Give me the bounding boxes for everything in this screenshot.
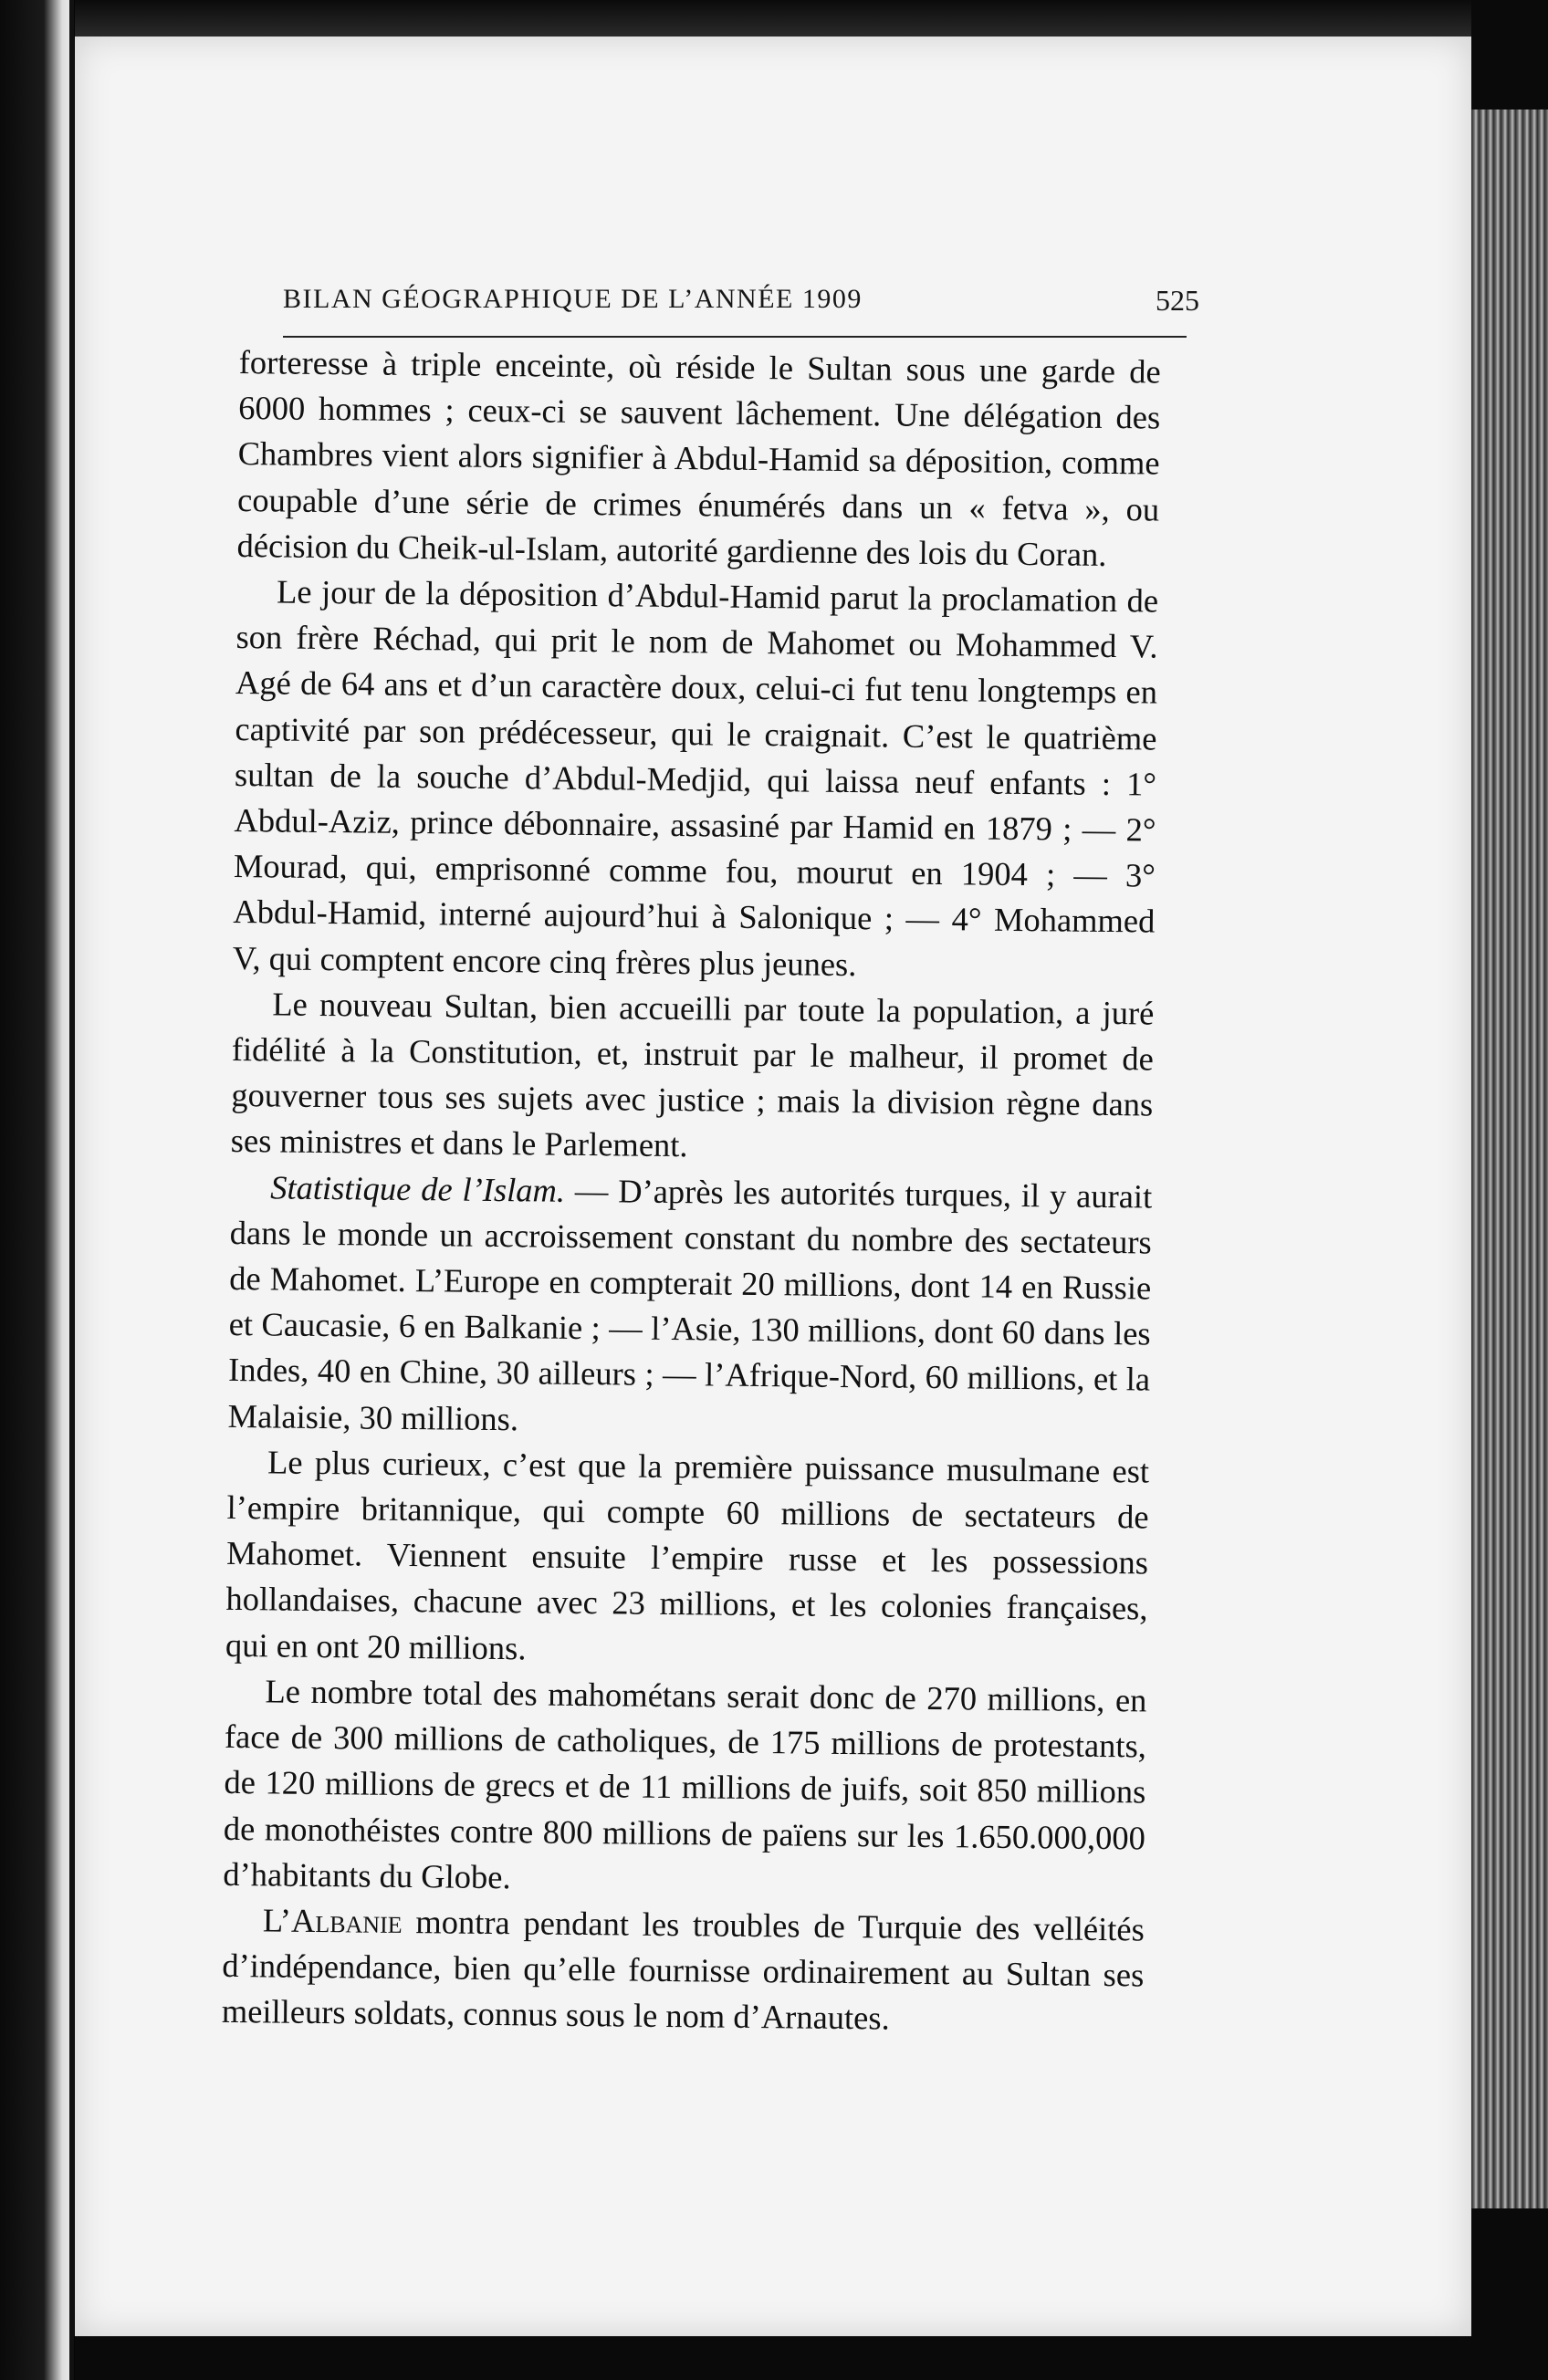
paragraph-1-text: forteresse à triple enceinte, où réside le Sultan sous une garde de 6000 hommes ; ceux-ci se sauvent lâchement. Une délégation des Chambres vient alors signifier à Abdul-Hamid sa déposition, comme coupable d’une série de crimes énumérés dans un « fetva », ou décision du Cheik-ul-Islam, autorité gardienne des lois du Coran. <box>236 342 1161 573</box>
paragraph-2 <box>233 569 1159 990</box>
right-edge-bottom <box>1471 2208 1548 2380</box>
bottom-shadow <box>75 2336 1471 2380</box>
paragraph-5 <box>225 1439 1150 1678</box>
paragraph-4 <box>227 1164 1152 1449</box>
section-heading-albanie: L’Albanie <box>262 1901 403 1940</box>
section-heading-islam: Statistique de l’Islam. <box>270 1168 566 1209</box>
page-number: 525 <box>1156 284 1199 317</box>
paragraph-2-text: Le jour de la déposition d’Abdul-Hamid parut la proclamation de son frère Réchad, qui prit le nom de Mahomet ou Mohammed V. Agé de 64 ans et d’un caractère doux, celui-ci fut tenu longtemps en captivité par son prédécesseur, qui le craignait. C’est le quatrième sultan de la souche d’Abdul-Medjid, qui laissa neuf enfants : 1° Abdul-Aziz, prince débonnaire, assasiné par Hamid en 1879 ; — 2° Mourad, qui, emprisonné comme fou, mourut en 1904 ; — 3° Abdul-Hamid, interné aujourd’hui à Salonique ; — 4° Mohammed V, qui comptent encore cinq frères plus jeunes. <box>232 572 1159 983</box>
paragraph-1 <box>236 339 1161 579</box>
paragraph-4-text: — D’après les autorités turques, il y aurait dans le monde un accroissement constant du nombre des sectateurs de Mahomet. L’Europe en compterait 20 millions, dont 14 en Russie et Caucasie, 6 en Balkanie ; — l’Asie, 130 millions, dont 60 dans les Indes, 40 en Chine, 30 ailleurs ; — l’Afrique-Nord, 60 millions, et la Malaisie, 30 millions. <box>227 1171 1153 1437</box>
paragraph-3-text: Le nouveau Sultan, bien accueilli par toute la population, a juré fidélité à la Constitution, et, instruit par le malheur, il promet de gouverner tous ses sujets avec justice ; mais la division règne dans ses ministres et dans le Parlement. <box>230 985 1155 1164</box>
book-gutter <box>0 0 73 2380</box>
page-header <box>283 278 1199 333</box>
paragraph-3 <box>231 981 1155 1174</box>
paragraph-6-text: Le nombre total des mahométans serait donc de 270 millions, en face de 300 millions de catholiques, de 175 millions de protestants, de 120 millions de grecs et de 11 millions de juifs, soit 850 millions de monothéistes contre 800 millions de païens sur les 1.650.000,000 d’habitants du Globe. <box>223 1672 1147 1895</box>
paragraph-6 <box>223 1668 1147 1907</box>
running-head: BILAN GÉOGRAPHIQUE DE L’ANNÉE 1909 <box>283 284 863 314</box>
page-stack-edge <box>1471 110 1548 2208</box>
paragraph-5-text: Le plus curieux, c’est que la première puissance musulmane est l’empire britannique, qui compte 60 millions de sectateurs de Mahomet. Viennent ensuite l’empire russe et les possessions hollandaises, chacune avec 23 millions, et les colonies françaises, qui en ont 20 millions. <box>225 1443 1150 1667</box>
body-text <box>221 339 1161 2101</box>
gutter-line <box>69 0 74 2380</box>
right-edge-top <box>1471 0 1548 110</box>
header-rule <box>283 336 1187 338</box>
top-shadow <box>75 0 1471 37</box>
paragraph-7-text: montra pendant les troubles de Turquie des velléités d’indépendance, bien qu’elle fournisse ordinairement au Sultan ses meilleurs soldats, connus sous le nom d’Arnautes. <box>221 1902 1145 2037</box>
paragraph-7 <box>222 1897 1145 2044</box>
